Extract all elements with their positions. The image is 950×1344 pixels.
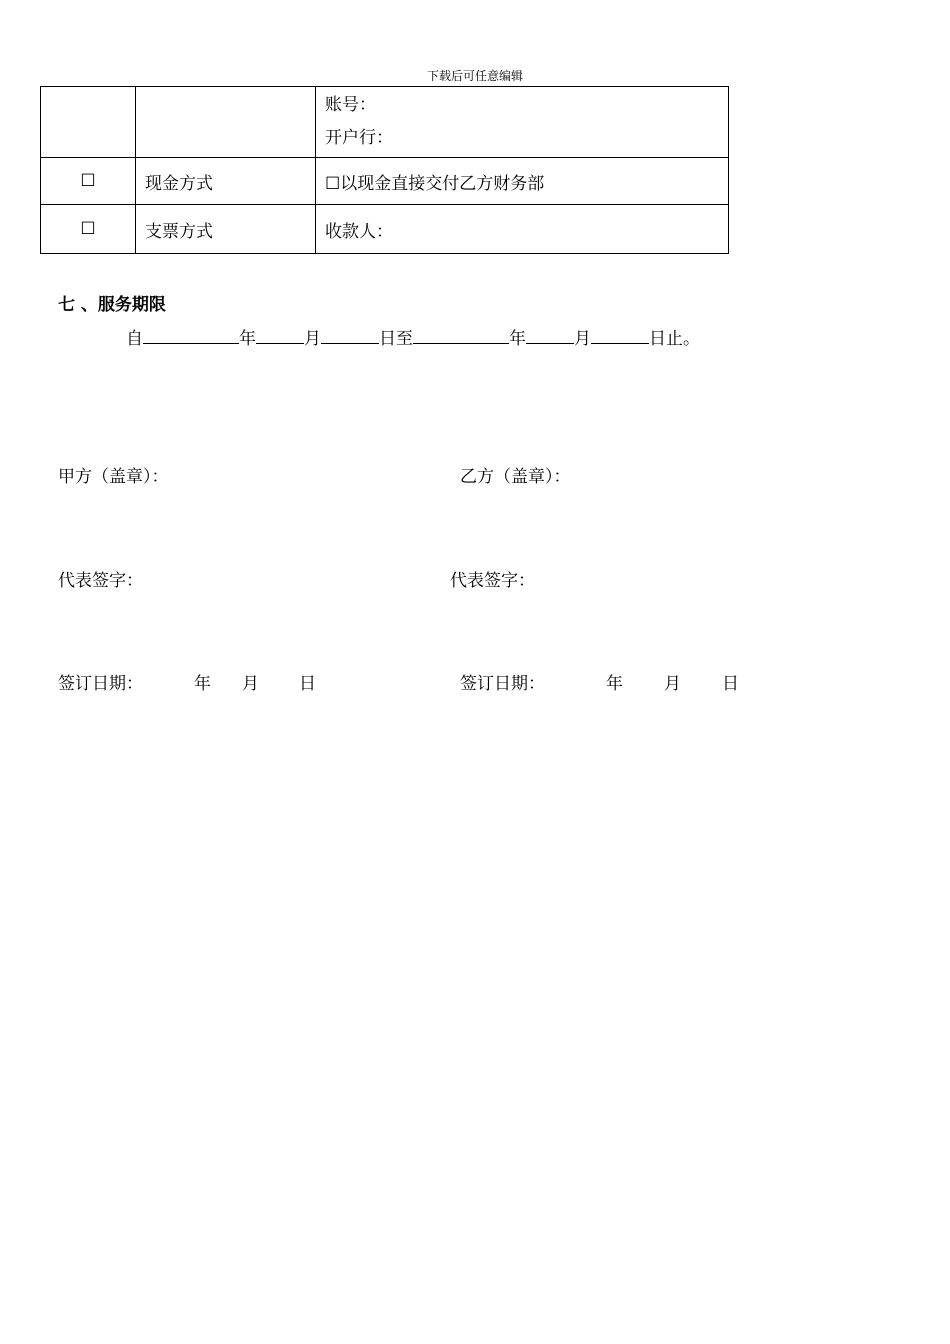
- period-year: 年: [239, 329, 256, 349]
- party-a-date-line: [58, 669, 316, 694]
- service-period: [126, 324, 700, 349]
- party-a-month: 月: [242, 674, 259, 694]
- end-year-blank[interactable]: [413, 329, 509, 344]
- cash-method-label: 现金方式: [136, 158, 316, 205]
- payee-label: 收款人：: [316, 205, 729, 254]
- period-year2: 年: [509, 329, 526, 349]
- period-month: 月: [304, 329, 321, 349]
- period-from: 自: [126, 329, 143, 349]
- period-end: 日止。: [649, 329, 700, 349]
- bank-label: 开户行：: [325, 128, 393, 148]
- end-day-blank[interactable]: [591, 329, 649, 344]
- details-cell: [316, 87, 729, 158]
- payment-method-table: [40, 86, 729, 254]
- cheque-method-label: 支票方式: [136, 205, 316, 254]
- checkbox-cell: [41, 87, 136, 158]
- start-day-blank[interactable]: [321, 329, 379, 344]
- party-a-date-label: 签订日期：: [58, 674, 143, 694]
- period-day-to: 日至: [379, 329, 413, 349]
- account-number-label: 账号：: [325, 95, 376, 115]
- party-b-date-line: [460, 669, 739, 694]
- cash-checkbox[interactable]: ☐: [41, 158, 136, 205]
- party-a-rep-label: 代表签字：: [58, 571, 143, 591]
- period-month2: 月: [574, 329, 591, 349]
- party-b-day: 日: [722, 674, 739, 694]
- section-title: 七 、服务期限: [58, 295, 166, 315]
- table-row: [41, 87, 729, 158]
- party-b-year: 年: [606, 674, 623, 694]
- cash-details: ☐以现金直接交付乙方财务部: [316, 158, 729, 205]
- party-a-day: 日: [299, 674, 316, 694]
- method-cell: [136, 87, 316, 158]
- party-a-seal-label: 甲方（盖章）：: [58, 467, 169, 487]
- party-a-year: 年: [194, 674, 211, 694]
- table-row: [41, 158, 729, 205]
- end-month-blank[interactable]: [526, 329, 574, 344]
- table-row: [41, 205, 729, 254]
- start-year-blank[interactable]: [143, 329, 239, 344]
- party-b-rep-label: 代表签字：: [450, 571, 535, 591]
- party-b-month: 月: [664, 674, 681, 694]
- cheque-checkbox[interactable]: ☐: [41, 205, 136, 254]
- party-b-date-label: 签订日期：: [460, 674, 545, 694]
- start-month-blank[interactable]: [256, 329, 304, 344]
- party-b-seal-label: 乙方（盖章）：: [460, 467, 571, 487]
- header-note: 下载后可任意编辑: [426, 69, 523, 83]
